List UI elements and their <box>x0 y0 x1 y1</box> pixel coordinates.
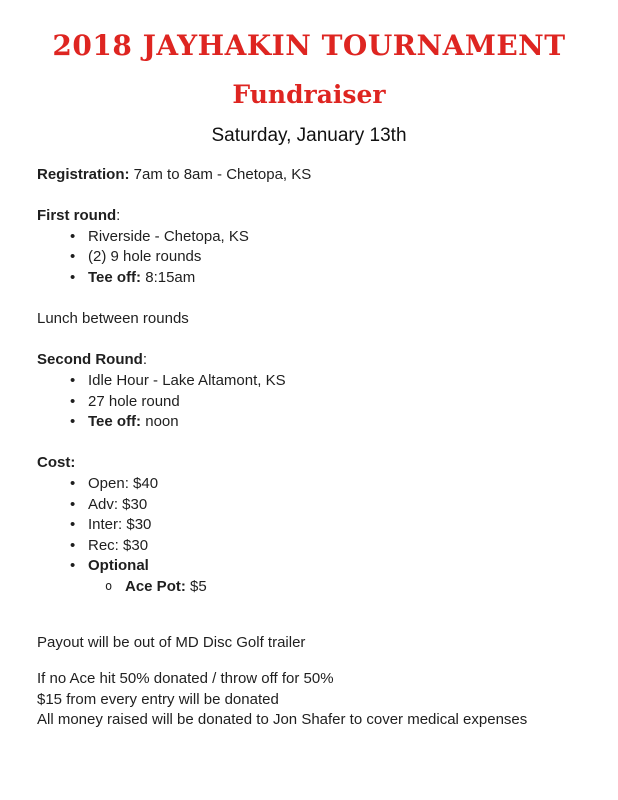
donation-note-line: $15 from every entry will be donated <box>37 690 279 708</box>
cost-section <box>37 453 581 597</box>
list-item-text: Adv: $30 <box>88 495 148 513</box>
list-item-text: 8:15am <box>141 268 196 286</box>
list-item <box>37 474 581 495</box>
second-round-section <box>37 350 581 432</box>
list-item <box>37 392 581 413</box>
event-date: Saturday, January 13th <box>211 125 407 146</box>
cost-heading <box>37 453 581 474</box>
list-item <box>37 227 581 248</box>
list-item-text: 27 hole round <box>88 392 180 410</box>
list-item <box>37 495 581 516</box>
list-item-text: Idle Hour - Lake Altamont, KS <box>88 371 286 389</box>
second-round-heading-colon: : <box>142 351 147 369</box>
lunch-note: Lunch between rounds <box>37 310 189 328</box>
first-round-list <box>37 227 581 289</box>
list-item-text: Riverside - Chetopa, KS <box>88 227 249 245</box>
list-item <box>37 556 581 577</box>
list-item-bold: Ace Pot: <box>125 577 186 595</box>
flyer-subtitle: Fundraiser <box>232 80 386 109</box>
donation-note-line: All money raised will be donated to Jon Shafer to cover medical expenses <box>37 711 528 729</box>
first-round-section <box>37 206 581 288</box>
donation-note-line: If no Ace hit 50% donated / throw off for 50% <box>37 670 334 688</box>
registration-line <box>37 165 581 186</box>
list-item-bold: Tee off: <box>88 413 142 431</box>
list-item-text: (2) 9 hole rounds <box>88 248 202 266</box>
list-item <box>37 412 581 433</box>
list-item-bold: Optional <box>88 557 149 575</box>
list-item-text: Open: $40 <box>88 474 159 492</box>
first-round-heading <box>37 206 581 227</box>
list-item <box>37 247 581 268</box>
second-round-heading <box>37 350 581 371</box>
list-item-text: noon <box>141 413 179 431</box>
list-item-text: Inter: $30 <box>88 516 152 534</box>
second-round-heading-label: Second Round <box>37 351 143 369</box>
list-item <box>37 515 581 536</box>
list-item-bold: Tee off: <box>88 268 142 286</box>
registration-value: 7am to 8am - Chetopa, KS <box>129 166 312 183</box>
list-item <box>37 371 581 392</box>
second-round-list <box>37 371 581 433</box>
registration-label: Registration: <box>37 166 130 183</box>
list-item-text: Rec: $30 <box>88 536 149 554</box>
payout-note: Payout will be out of MD Disc Golf trailer <box>37 634 306 652</box>
list-item <box>37 536 581 557</box>
cost-list <box>37 474 581 598</box>
flyer-title: 2018 JAYHAKIN TOURNAMENT <box>52 29 566 62</box>
first-round-heading-colon: : <box>116 207 121 225</box>
list-item-text: $5 <box>185 577 207 595</box>
cost-heading-label: Cost: <box>37 454 76 472</box>
donation-notes <box>37 669 581 731</box>
first-round-heading-label: First round <box>37 207 117 225</box>
list-item-sub <box>37 577 581 598</box>
list-item <box>37 268 581 289</box>
